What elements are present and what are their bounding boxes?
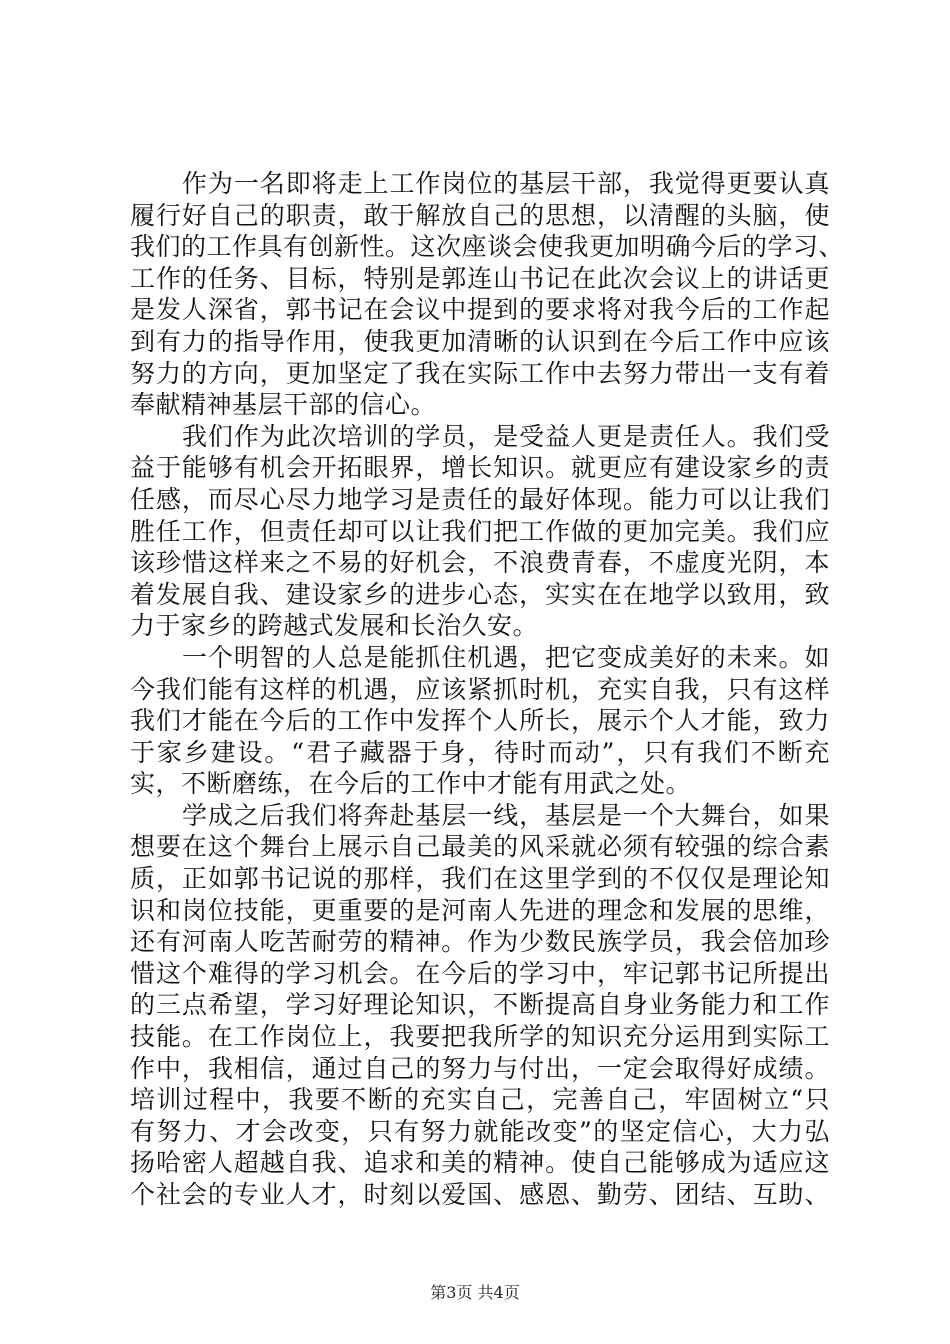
text-line: 的三点希望，学习好理论知识，不断提高自身业务能力和工作 <box>130 990 830 1020</box>
paragraph-2 <box>130 421 830 642</box>
text-line: 我们才能在今后的工作中发挥个人所长，展示个人才能，致力 <box>130 706 830 736</box>
text-line: 有努力、才会改变，只有努力就能改变”的坚定信心，大力弘 <box>130 1116 830 1146</box>
text-line: 今我们能有这样的机遇，应该紧抓时机，充实自我，只有这样 <box>130 674 830 704</box>
text-line: 我们作为此次培训的学员，是受益人更是责任人。我们受 <box>182 421 830 451</box>
text-line: 到有力的指导作用，使我更加清晰的认识到在今后工作中应该 <box>130 326 830 356</box>
text-line: 质，正如郭书记说的那样，我们在这里学到的不仅仅是理论知 <box>130 864 830 894</box>
text-line: 努力的方向，更加坚定了我在实际工作中去努力带出一支有着 <box>130 358 830 388</box>
text-line: 学成之后我们将奔赴基层一线，基层是一个大舞台，如果 <box>182 800 830 830</box>
text-line: 着发展自我、建设家乡的进步心态，实实在在地学以致用，致 <box>130 579 830 609</box>
text-line: 技能。在工作岗位上，我要把我所学的知识充分运用到实际工 <box>130 1022 830 1052</box>
text-line: 实，不断磨练，在今后的工作中才能有用武之处。 <box>130 769 692 799</box>
document-body <box>130 168 845 1211</box>
text-line: 胜任工作，但责任却可以让我们把工作做的更加完美。我们应 <box>130 516 830 546</box>
text-line: 作中，我相信，通过自己的努力与付出，一定会取得好成绩。 <box>130 1053 830 1083</box>
text-line: 惜这个难得的学习机会。在今后的学习中，牢记郭书记所提出 <box>130 958 830 988</box>
text-line: 个社会的专业人才，时刻以爱国、感恩、勤劳、团结、互助、 <box>130 1180 830 1209</box>
text-line: 还有河南人吃苦耐劳的精神。作为少数民族学员，我会倍加珍 <box>130 927 830 957</box>
text-line: 力于家乡的跨越式发展和长治久安。 <box>130 611 539 641</box>
text-line: 于家乡建设。“君子藏器于身，待时而动”，只有我们不断充 <box>130 737 830 767</box>
text-line: 工作的任务、目标，特别是郭连山书记在此次会议上的讲话更 <box>130 263 830 293</box>
text-line: 识和岗位技能，更重要的是河南人先进的理念和发展的思维， <box>130 895 830 925</box>
page-number-footer: 第3页 共4页 <box>430 1283 520 1302</box>
text-line: 作为一名即将走上工作岗位的基层干部，我觉得更要认真 <box>182 169 830 198</box>
text-line: 扬哈密人超越自我、追求和美的精神。使自己能够成为适应这 <box>130 1148 830 1178</box>
text-line: 履行好自己的职责，敢于解放自己的思想，以清醒的头脑，使 <box>130 200 830 230</box>
text-line: 奉献精神基层干部的信心。 <box>130 390 437 420</box>
text-line: 该珍惜这样来之不易的好机会，不浪费青春，不虚度光阴，本 <box>130 548 830 578</box>
text-line: 任感，而尽心尽力地学习是责任的最好体现。能力可以让我们 <box>130 484 830 514</box>
paragraph-3 <box>130 642 830 800</box>
paragraph-1 <box>130 168 845 421</box>
text-line: 培训过程中，我要不断的充实自己，完善自己，牢固树立“只 <box>130 1085 830 1115</box>
text-line: 想要在这个舞台上展示自己最美的风采就必须有较强的综合素 <box>130 832 830 862</box>
paragraph-4 <box>130 800 830 1211</box>
text-line: 益于能够有机会开拓眼界，增长知识。就更应有建设家乡的责 <box>130 453 830 483</box>
text-line: 我们的工作具有创新性。这次座谈会使我更加明确今后的学习、 <box>130 232 845 262</box>
text-line: 一个明智的人总是能抓住机遇，把它变成美好的未来。如 <box>182 642 830 672</box>
text-line: 是发人深省，郭书记在会议中提到的要求将对我今后的工作起 <box>130 295 830 325</box>
